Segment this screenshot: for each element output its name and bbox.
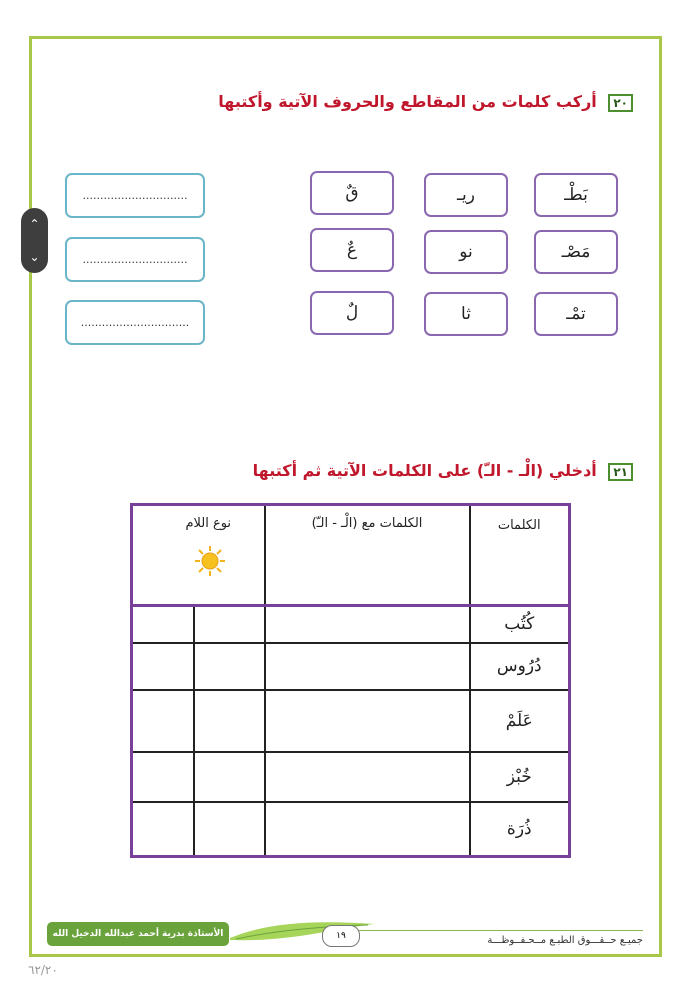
table-row: [470, 605, 570, 642]
lam-moon-cell[interactable]: [132, 643, 194, 690]
chevron-down-icon[interactable]: ⌄: [29, 249, 40, 264]
word-cell: عَلَمْ: [505, 710, 533, 731]
table-row: [470, 690, 570, 752]
lam-sun-cell[interactable]: [194, 605, 265, 642]
syllable-tile: لٌ: [310, 291, 394, 335]
q21-number: ٢١: [608, 463, 633, 481]
syllable-tile: قٌ: [310, 171, 394, 215]
q21-title-row: [253, 461, 633, 481]
syllable-tile: تمْـ: [534, 292, 618, 336]
lam-moon-cell[interactable]: [132, 802, 194, 857]
with-al-cell[interactable]: [265, 802, 470, 857]
answer-box[interactable]: ..............................: [65, 173, 205, 218]
words-header: الكلمات: [497, 518, 541, 533]
word-cell: دُرُوس: [496, 656, 542, 677]
lam-moon-cell[interactable]: [132, 690, 194, 752]
lam-moon-cell[interactable]: [132, 752, 194, 802]
answer-box[interactable]: ..............................: [65, 237, 205, 282]
with-al-cell[interactable]: [265, 605, 470, 642]
syllable-tile: ثا: [424, 292, 508, 336]
chevron-up-icon[interactable]: ⌃: [29, 217, 40, 232]
with-al-cell[interactable]: [265, 643, 470, 690]
table-row: [470, 643, 570, 690]
copyright-text: جميـع حــقـــوق الطبـع مــحـفــوظـــة: [487, 935, 643, 946]
with-al-header: الكلمات مع (الْـ - الـّ): [311, 516, 423, 531]
syllable-tile: بَطْـ: [534, 173, 618, 217]
page-number: ١٩: [322, 925, 360, 947]
moon-icon: [150, 545, 172, 571]
lam-sun-cell[interactable]: [194, 643, 265, 690]
q21-title: أدخلي (الْـ - الـّ) على الكلمات الآتية ثم أكتبها: [252, 461, 597, 480]
lam-table: [130, 503, 571, 858]
table-row: [470, 802, 570, 857]
lam-moon-cell[interactable]: [132, 605, 194, 642]
word-cell: ذُرَة: [506, 819, 532, 839]
syllable-tile: عٌ: [310, 228, 394, 272]
lam-type-header: نوع اللام: [185, 516, 232, 531]
with-al-cell[interactable]: [265, 690, 470, 752]
page-scroll-control[interactable]: [21, 208, 48, 273]
footer-divider: [345, 930, 643, 931]
table-row: [470, 752, 570, 802]
page-reference: ٦٢/٢٠: [28, 963, 58, 977]
lam-sun-cell[interactable]: [194, 690, 265, 752]
q20-number: ٢٠: [608, 94, 633, 112]
sun-icon: [194, 545, 226, 577]
with-al-cell[interactable]: [265, 752, 470, 802]
word-cell: كُتُب: [504, 614, 535, 635]
with-al-header-cell: [265, 505, 470, 606]
q20-title-row: [218, 92, 633, 112]
q20-title: أركب كلمات من المقاطع والحروف الآتية وأكتبها: [218, 92, 597, 111]
syllable-tile: مَصْـ: [534, 230, 618, 274]
answer-box[interactable]: ...............................: [65, 300, 205, 345]
lam-sun-cell[interactable]: [194, 752, 265, 802]
syllable-tile: ريـ: [424, 173, 508, 217]
word-cell: خُبْز: [506, 766, 532, 787]
syllable-tile: نو: [424, 230, 508, 274]
words-header-cell: [470, 505, 570, 606]
lam-sun-cell[interactable]: [194, 802, 265, 857]
lam-type-header-cell: [132, 505, 265, 606]
author-badge: الأستاذة بدرية أحمد عبدالله الدخيل الله: [47, 922, 229, 946]
